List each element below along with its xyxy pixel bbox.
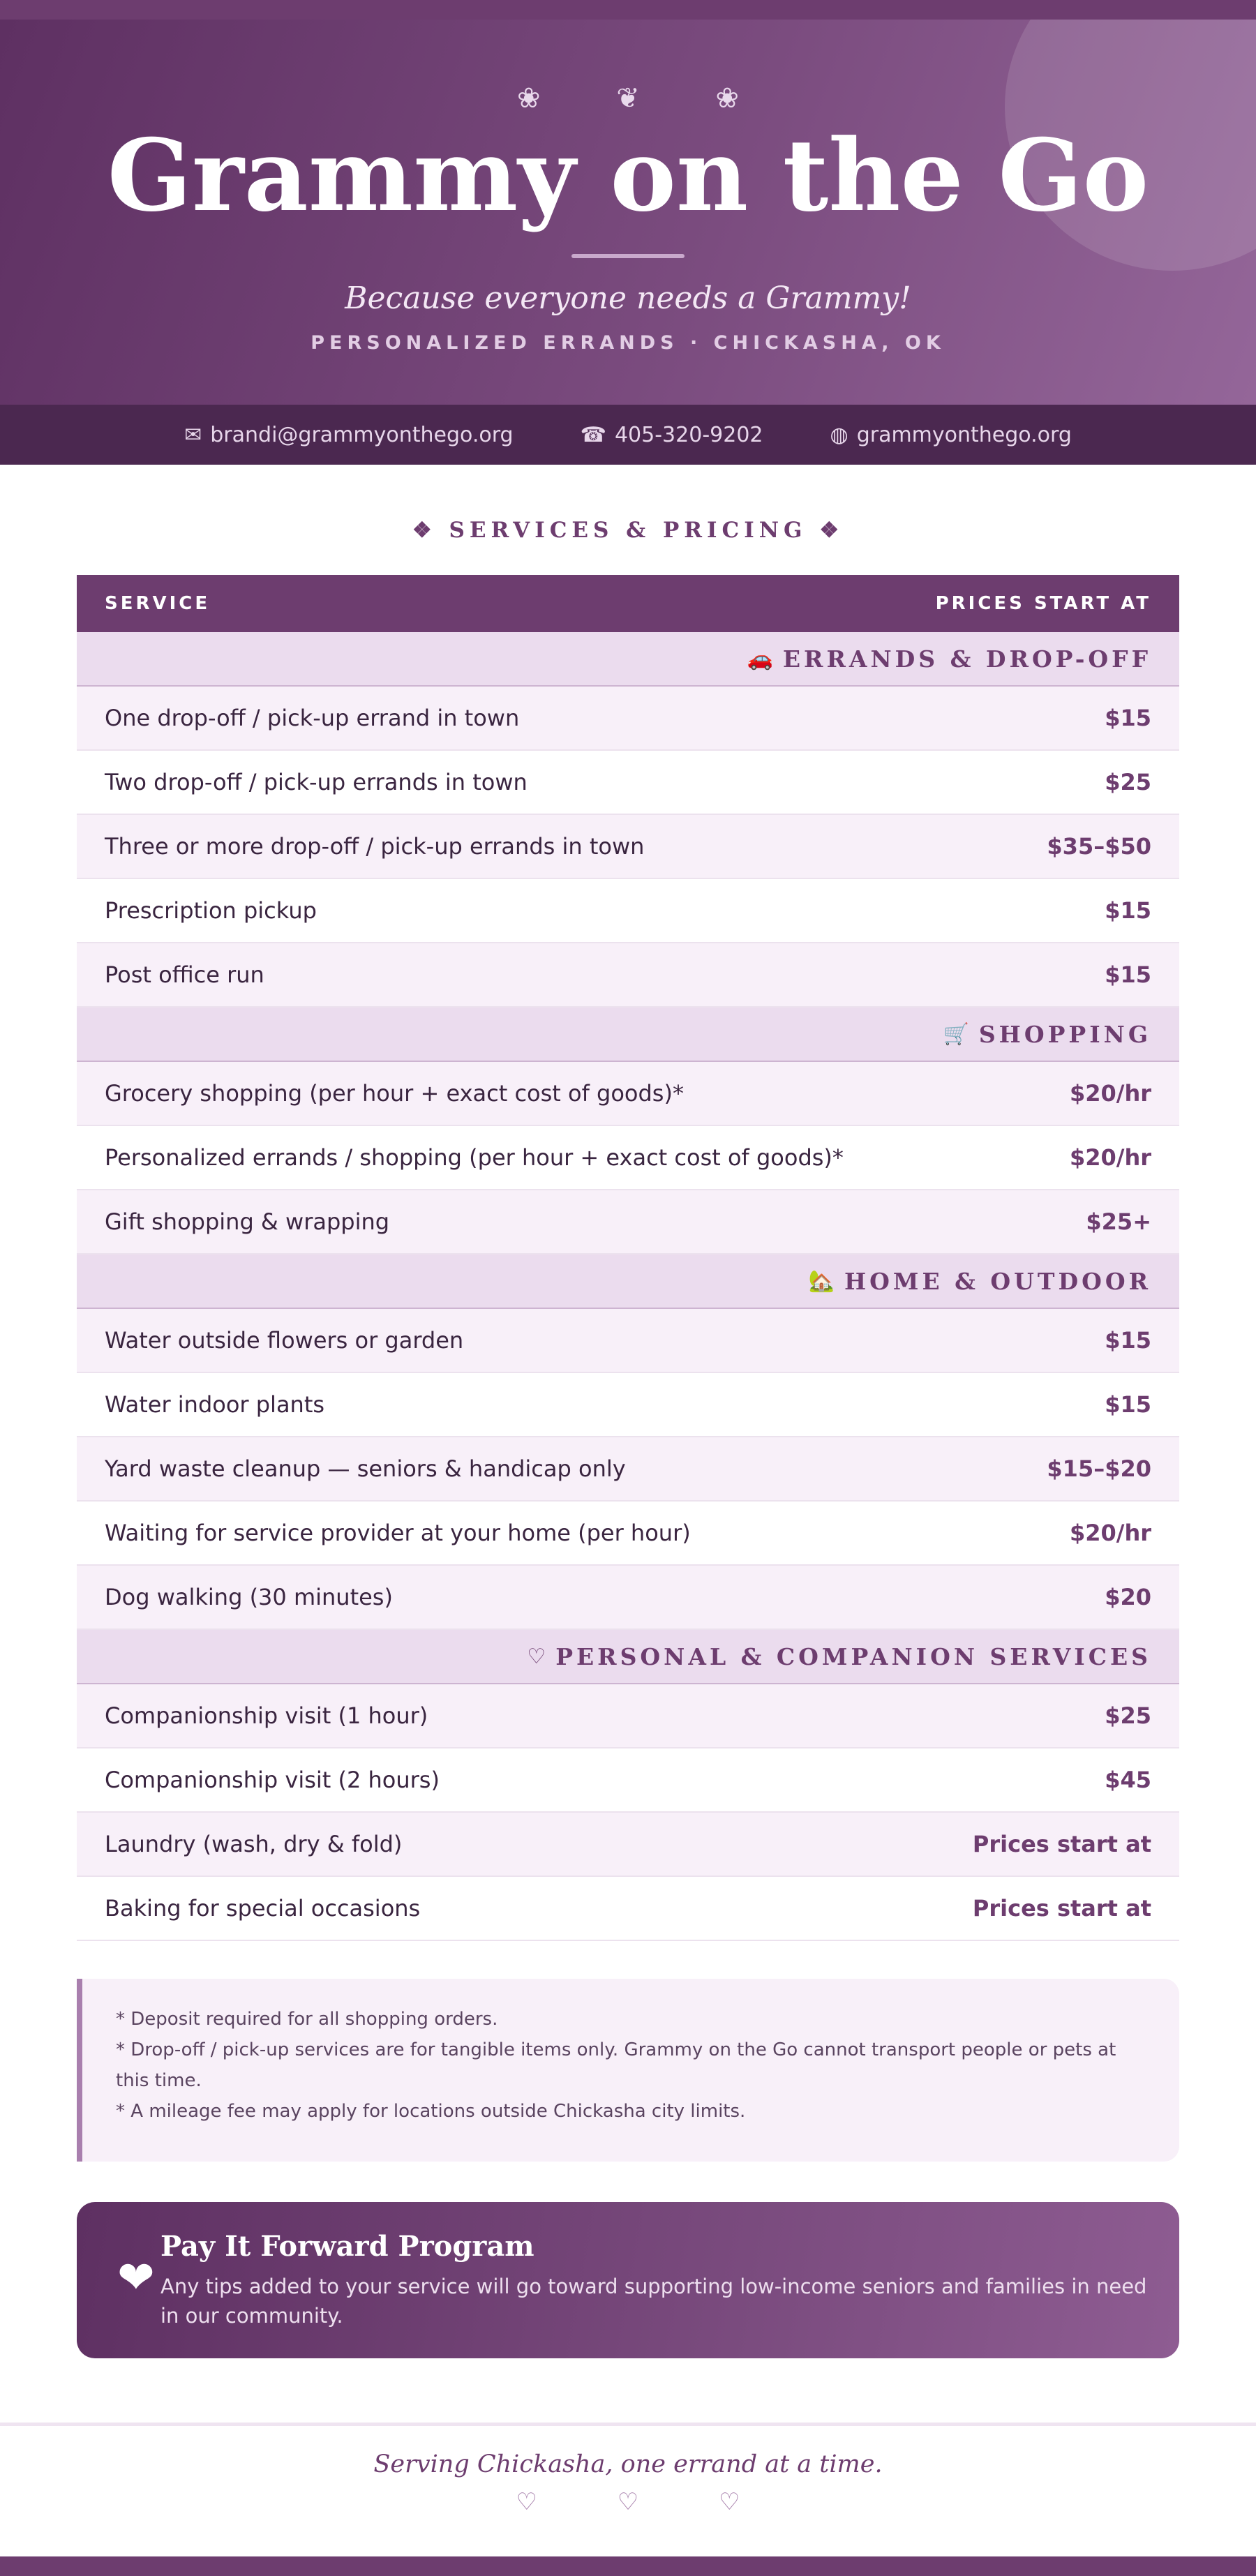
service-name: Companionship visit (2 hours): [105, 1767, 440, 1793]
service-price: Prices start at: [972, 1895, 1151, 1922]
bottom-accent-strip: [0, 2556, 1256, 2576]
service-name: Baking for special occasions: [105, 1895, 421, 1922]
header-price: PRICES START AT: [935, 593, 1151, 614]
website-text: grammyonthego.org: [856, 422, 1072, 447]
service-price: $15: [1105, 705, 1151, 731]
service-name: Prescription pickup: [105, 897, 317, 924]
category-label: PERSONAL & COMPANION SERVICES: [555, 1642, 1151, 1670]
footnotes-box: [77, 1979, 1179, 2162]
service-name: Three or more drop-off / pick-up errands in town: [105, 833, 645, 860]
table-row: [77, 1877, 1179, 1941]
service-name: Companionship visit (1 hour): [105, 1702, 428, 1729]
cart-icon: 🛒: [943, 1021, 969, 1047]
service-name: Post office run: [105, 961, 264, 988]
tagline: Because everyone needs a Grammy!: [345, 280, 911, 316]
service-name: Water outside flowers or garden: [105, 1327, 464, 1354]
pay-it-forward-banner: [77, 2202, 1179, 2358]
service-price: Prices start at: [972, 1831, 1151, 1857]
footer-hearts-icon: ♡ ♡ ♡: [516, 2488, 777, 2516]
service-price: $35–$50: [1047, 833, 1151, 860]
service-price: $20/hr: [1069, 1520, 1151, 1546]
heart-icon: ❤: [117, 2252, 155, 2304]
service-price: $25: [1105, 769, 1151, 795]
pay-it-forward-text: Any tips added to your service will go toward supporting low-income seniors and families in need in our community.: [160, 2275, 1147, 2328]
table-row: [77, 1190, 1179, 1255]
globe-icon: ◍: [830, 422, 848, 447]
footnote: * Drop-off / pick-up services are for tangible items only. Grammy on the Go cannot transport people or pets at this time.: [116, 2039, 1116, 2091]
service-price: $25: [1105, 1702, 1151, 1729]
email-text: brandi@grammyonthego.org: [210, 422, 514, 447]
header-service: SERVICE: [105, 593, 211, 614]
table-row: [77, 1309, 1179, 1373]
service-price: $15: [1105, 961, 1151, 988]
contact-bar: [0, 405, 1256, 465]
service-name: One drop-off / pick-up errand in town: [105, 705, 520, 731]
service-name: Laundry (wash, dry & fold): [105, 1831, 403, 1857]
phone-icon: ☎: [580, 422, 606, 447]
service-price: $15–$20: [1047, 1455, 1151, 1482]
subtitle: PERSONALIZED ERRANDS · CHICKASHA, OK: [311, 332, 945, 354]
table-row: [77, 943, 1179, 1008]
service-price: $15: [1105, 1327, 1151, 1354]
email-link[interactable]: [184, 423, 513, 447]
service-name: Personalized errands / shopping (per hour + exact cost of goods)*: [105, 1144, 844, 1171]
table-row: [77, 1373, 1179, 1437]
service-price: $20/hr: [1069, 1080, 1151, 1107]
service-price: $15: [1105, 1391, 1151, 1418]
table-row: [77, 687, 1179, 751]
table-row: [77, 1748, 1179, 1813]
service-price: $20/hr: [1069, 1144, 1151, 1171]
footer-slogan: Serving Chickasha, one errand at a time.: [373, 2450, 883, 2478]
envelope-icon: ✉: [184, 422, 202, 447]
service-price: $25+: [1086, 1208, 1151, 1235]
service-name: Water indoor plants: [105, 1391, 325, 1418]
table-row: [77, 1062, 1179, 1126]
pay-it-forward-title: Pay It Forward Program: [160, 2230, 534, 2263]
service-name: Waiting for service provider at your home (per hour): [105, 1520, 691, 1546]
service-name: Dog walking (30 minutes): [105, 1584, 393, 1610]
service-price: $45: [1105, 1767, 1151, 1793]
table-row: [77, 815, 1179, 879]
page-title: Grammy on the Go: [107, 118, 1149, 234]
service-name: Gift shopping & wrapping: [105, 1208, 390, 1235]
table-row: [77, 751, 1179, 815]
title-divider: [571, 254, 685, 258]
service-name: Yard waste cleanup — seniors & handicap only: [105, 1455, 626, 1482]
top-accent-strip: [0, 0, 1256, 20]
category-home-outdoor: [77, 1255, 1179, 1309]
table-header: [77, 575, 1179, 632]
footnote: * Deposit required for all shopping orders.: [116, 2009, 498, 2030]
website-link[interactable]: [830, 423, 1072, 447]
category-label: ERRANDS & DROP-OFF: [782, 645, 1151, 673]
flower-ornament-icon: ❀ ❦ ❀: [517, 82, 772, 114]
service-name: Grocery shopping (per hour + exact cost of goods)*: [105, 1080, 684, 1107]
phone-link[interactable]: [581, 423, 763, 447]
table-row: [77, 1126, 1179, 1190]
hero-banner: [0, 20, 1256, 405]
pricing-table: [77, 575, 1179, 1941]
house-icon: 🏡: [808, 1268, 835, 1294]
heart-icon: ♡: [527, 1644, 546, 1669]
phone-text: 405-320-9202: [614, 422, 763, 447]
category-shopping: [77, 1008, 1179, 1062]
footnote: * A mileage fee may apply for locations outside Chickasha city limits.: [116, 2101, 746, 2122]
table-row: [77, 1437, 1179, 1502]
table-row: [77, 1684, 1179, 1748]
footer-divider: [0, 2423, 1256, 2426]
category-label: SHOPPING: [978, 1020, 1151, 1048]
category-errands: [77, 632, 1179, 687]
service-price: $20: [1105, 1584, 1151, 1610]
table-row: [77, 1502, 1179, 1566]
table-row: [77, 879, 1179, 943]
services-heading: ❖ SERVICES & PRICING ❖: [412, 518, 844, 543]
table-row: [77, 1566, 1179, 1630]
category-personal-companion: [77, 1630, 1179, 1684]
category-label: HOME & OUTDOOR: [844, 1267, 1151, 1295]
table-row: [77, 1813, 1179, 1877]
service-price: $15: [1105, 897, 1151, 924]
service-name: Two drop-off / pick-up errands in town: [105, 769, 528, 795]
car-icon: 🚗: [747, 646, 773, 671]
